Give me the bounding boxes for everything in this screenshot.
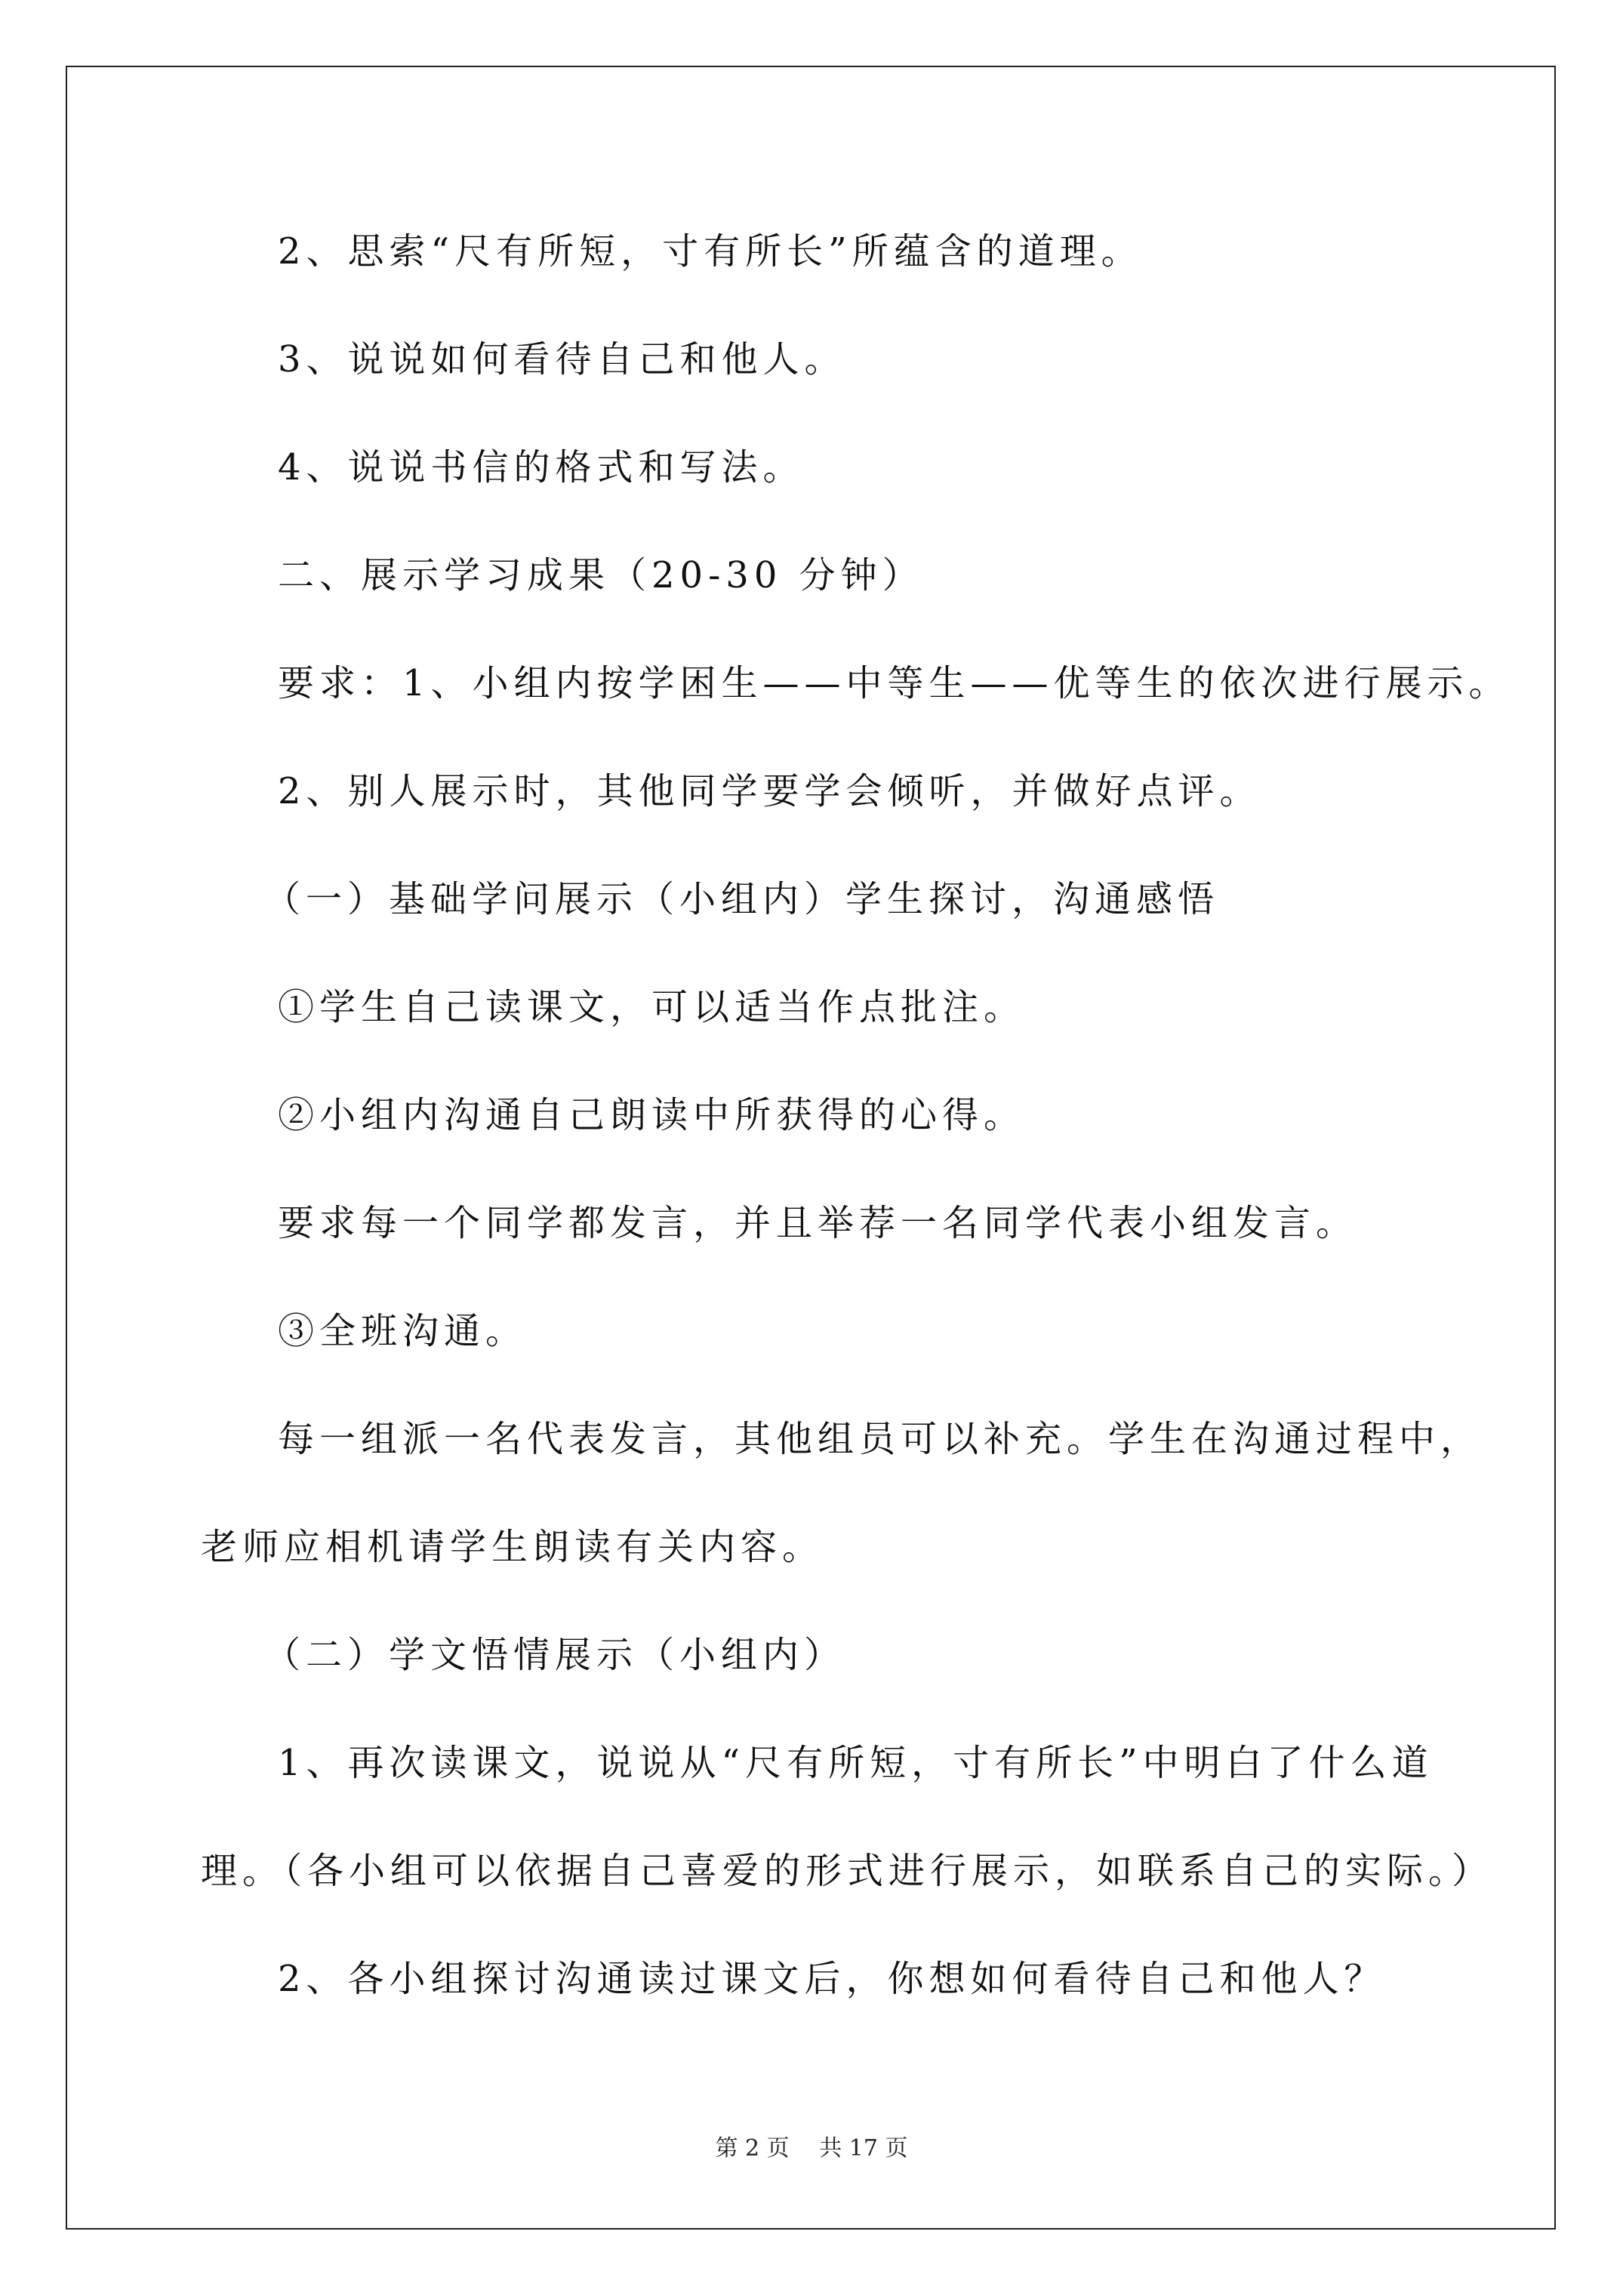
paragraph-line: 3、说说如何看待自己和他人。: [278, 338, 846, 381]
paragraph-line: 要求每一个同学都发言，并且举荐一名同学代表小组发言。: [278, 1202, 1358, 1244]
page-number-footer: 第 2 页 共 17 页: [715, 2135, 908, 2162]
paragraph-line: 每一组派一名代表发言，其他组员可以补充。学生在沟通过程中，: [278, 1418, 1483, 1460]
paragraph-line: 2、各小组探讨沟通读过课文后，你想如何看待自己和他人？: [278, 1958, 1386, 2000]
paragraph-line: 2、思索“尺有所短，寸有所长”所蕴含的道理。: [278, 230, 1143, 273]
paragraph-line: ①学生自己读课文，可以适当作点批注。: [278, 986, 1026, 1028]
paragraph-line: 2、别人展示时，其他同学要学会倾听，并做好点评。: [278, 770, 1261, 812]
section-heading: 二、展示学习成果（20-30 分钟）: [278, 554, 924, 596]
paragraph-line: 要求：1、小组内按学困生——中等生——优等生的依次进行展示。: [278, 662, 1511, 704]
paragraph-line: 4、说说书信的格式和写法。: [278, 446, 805, 488]
paragraph-line: ③全班沟通。: [278, 1310, 528, 1352]
subsection-heading: （二）学文悟情展示（小组内）: [264, 1634, 846, 1676]
paragraph-line: 理。（各小组可以依据自己喜爱的形式进行展示，如联系自己的实际。）: [201, 1850, 1494, 1892]
paragraph-line: ②小组内沟通自己朗读中所获得的心得。: [278, 1094, 1026, 1136]
subsection-heading: （一）基础学问展示（小组内）学生探讨，沟通感悟: [264, 878, 1220, 920]
page-border: [66, 66, 1556, 2230]
paragraph-line: 老师应相机请学生朗读有关内容。: [201, 1526, 824, 1568]
paragraph-line: 1、再次读课文，说说从“尺有所短，寸有所长”中明白了什么道: [278, 1742, 1434, 1784]
